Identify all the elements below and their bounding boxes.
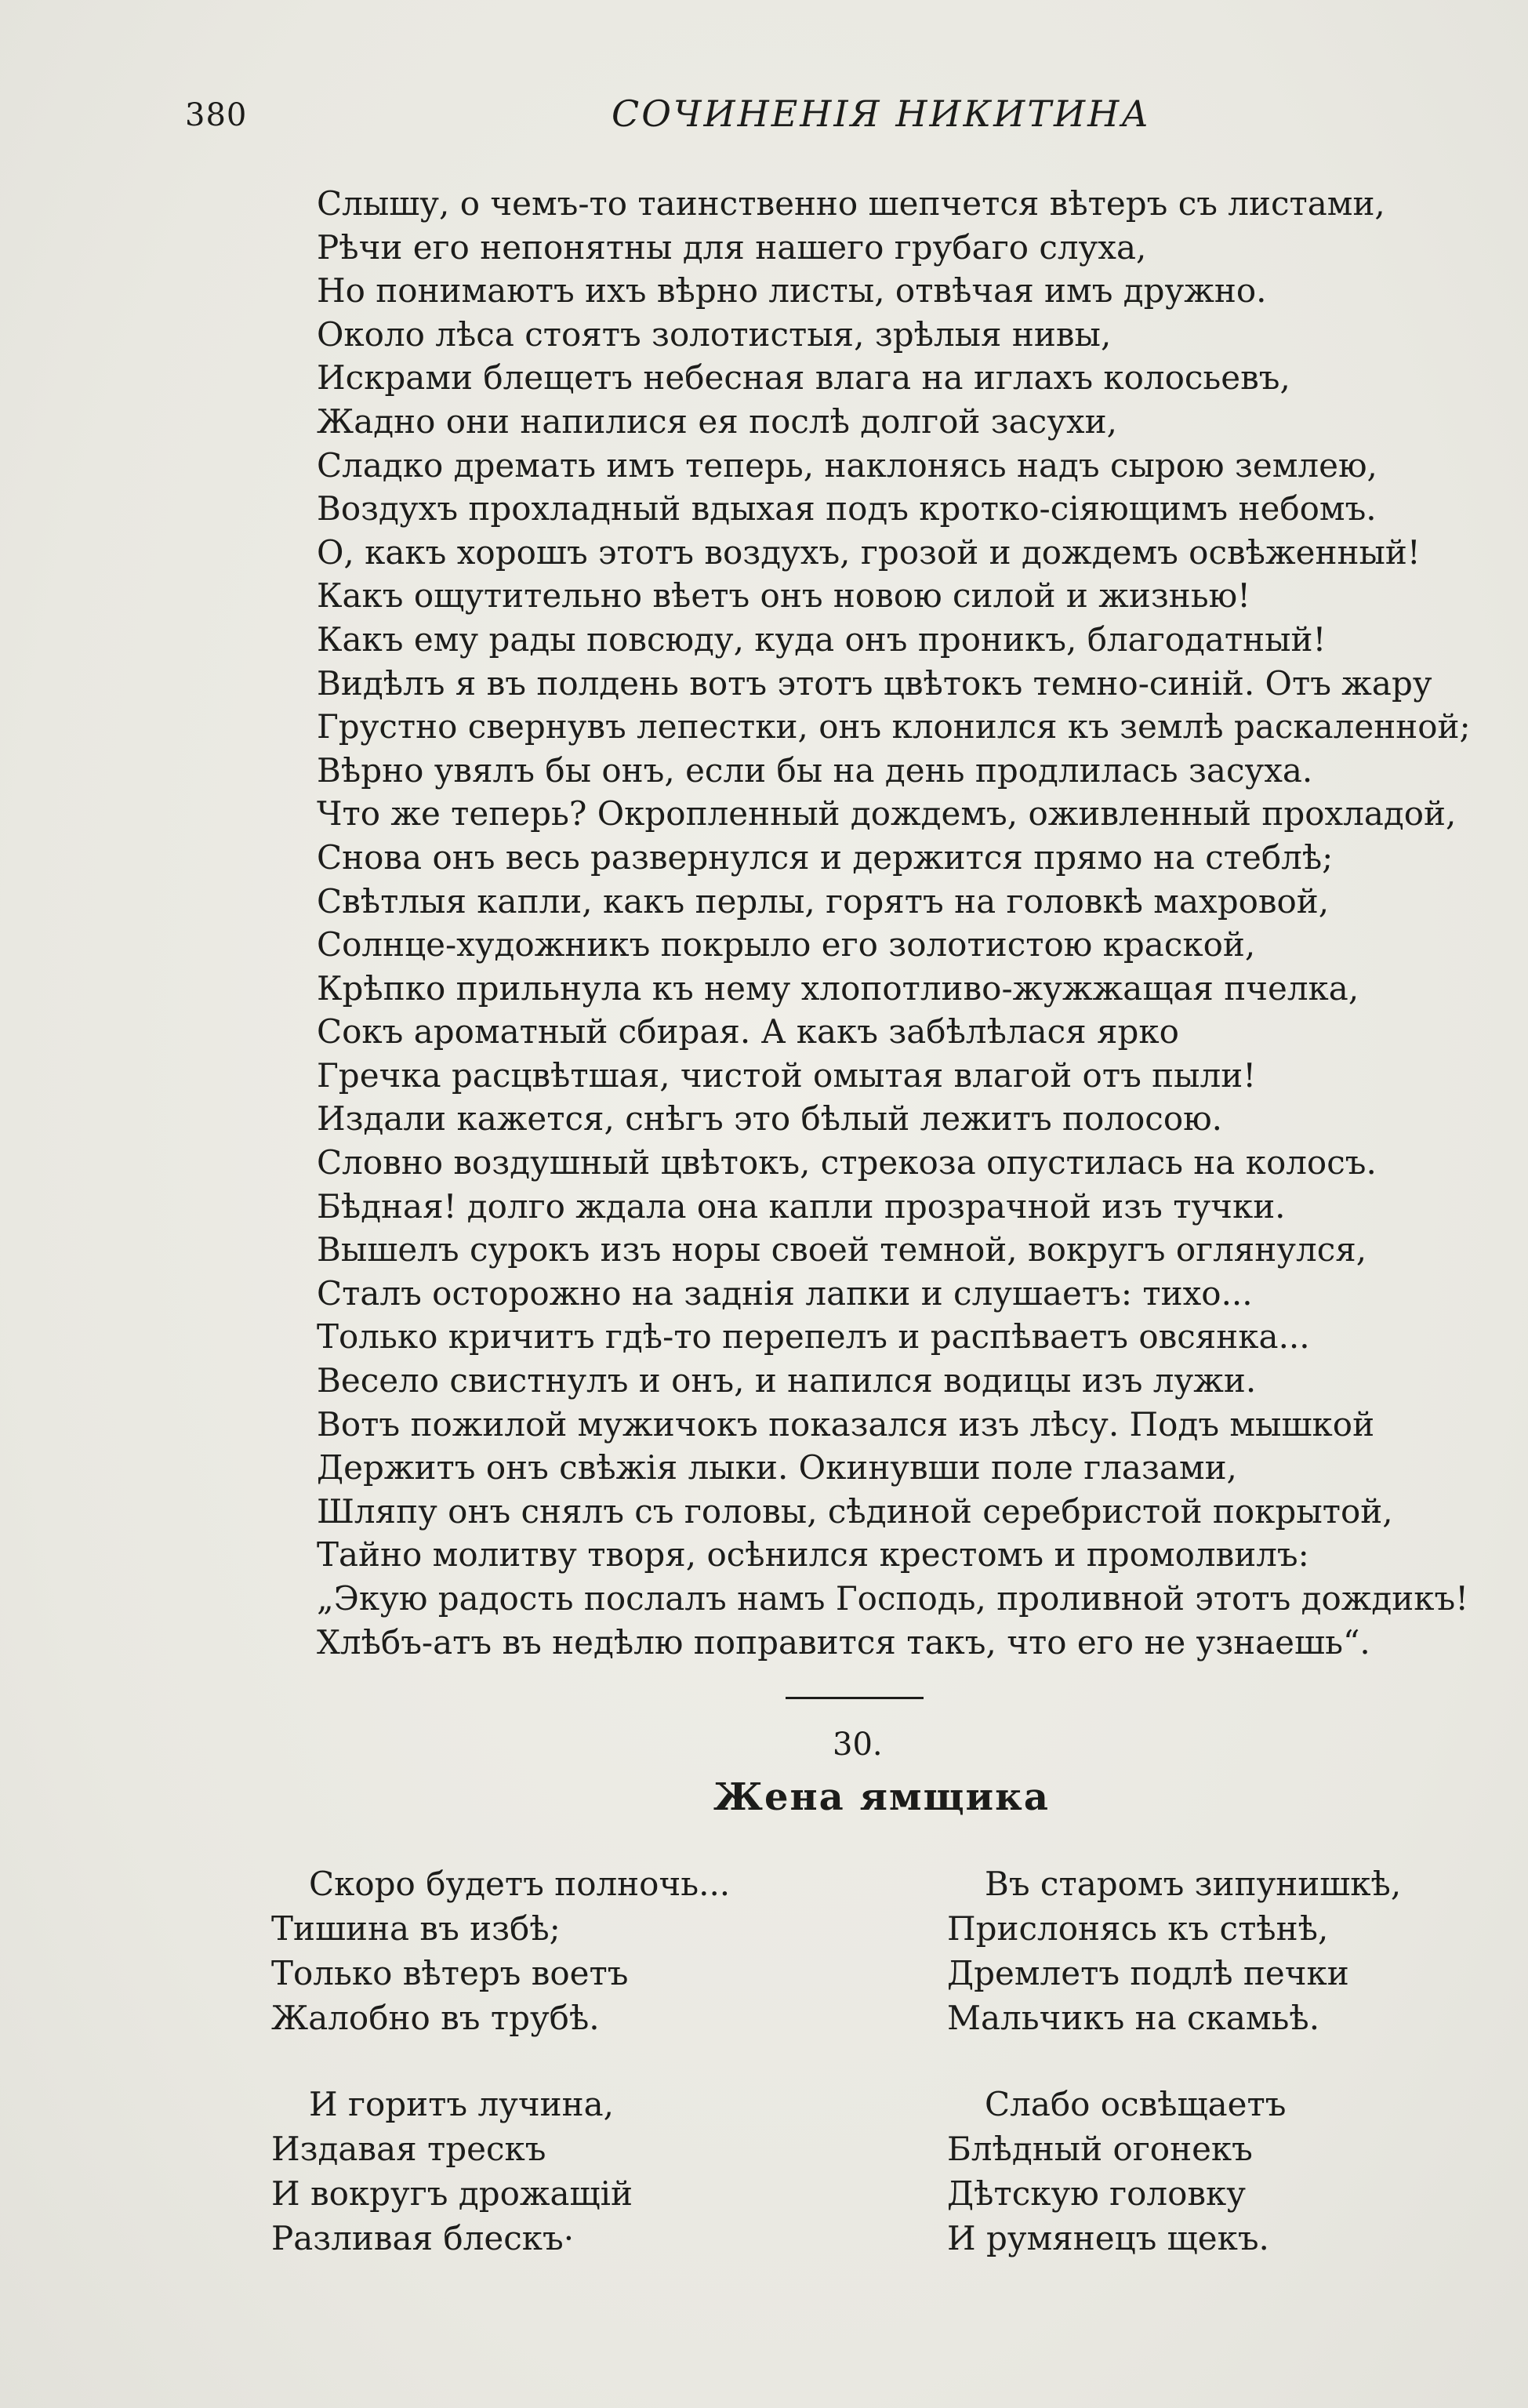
- poem-line: Вотъ пожилой мужичокъ показался изъ лѣсу. Подъ мышкой: [317, 1404, 1375, 1444]
- poem-line: Искрами блещетъ небесная влага на иглахъ колосьевъ,: [317, 358, 1290, 398]
- stanza: [271, 2082, 710, 2261]
- poem-column-left: [271, 1861, 731, 2302]
- stanza-line: Въ старомъ зипунишкѣ,: [985, 1865, 1402, 1903]
- poem-line: О, какъ хорошъ этотъ воздухъ, грозой и дождемъ освѣженный!: [317, 532, 1421, 572]
- stanza-line: Тишина въ избѣ;: [271, 1909, 561, 1948]
- poem-line: Снова онъ весь развернулся и держится прямо на стеблѣ;: [317, 837, 1334, 877]
- poem-line: Свѣтлыя капли, какъ перлы, горятъ на головкѣ махровой,: [317, 881, 1330, 921]
- page-number: 380: [185, 97, 248, 133]
- poem-line: Рѣчи его непонятны для нашего грубаго слуха,: [317, 227, 1147, 267]
- poem-line: Издали кажется, снѣгъ это бѣлый лежитъ полосою.: [317, 1099, 1223, 1139]
- poem-line: Жадно они напилися ея послѣ долгой засухи,: [317, 401, 1117, 441]
- poem-line: Сталъ осторожно на заднія лапки и слушаетъ: тихо...: [317, 1273, 1253, 1313]
- poem-line: Крѣпко прильнула къ нему хлопотливо-жужжащая пчелка,: [317, 968, 1359, 1008]
- stanza-line: Дремлетъ подлѣ печки: [947, 1954, 1349, 1992]
- stanza-line: И вокругъ дрожащій: [271, 2174, 633, 2213]
- poem-line: Около лѣса стоятъ золотистыя, зрѣлыя нивы,: [317, 314, 1112, 354]
- poem-line: Словно воздушный цвѣтокъ, стрекоза опустилась на колосъ.: [317, 1143, 1377, 1182]
- poem-line: Только кричитъ гдѣ-то перепелъ и распѣваетъ овсянка...: [317, 1317, 1310, 1357]
- poem-line: „Экую радость послалъ намъ Господь, проливной этотъ дождикъ!: [317, 1579, 1469, 1618]
- poem-line: Слышу, о чемъ-то таинственно шепчется вѣтеръ съ листами,: [317, 184, 1385, 223]
- stanza-line: Скоро будетъ полночь...: [309, 1865, 731, 1903]
- poem-line: Гречка расцвѣтшая, чистой омытая влагой отъ пыли!: [317, 1055, 1257, 1095]
- poem-line: Держитъ онъ свѣжія лыки. Окинувши поле глазами,: [317, 1448, 1237, 1487]
- poem-line: Бѣдная! долго ждала она капли прозрачной изъ тучки.: [317, 1186, 1286, 1226]
- poem-line: Тайно молитву творя, осѣнился крестомъ и промолвилъ:: [317, 1535, 1309, 1574]
- poem-line: Весело свистнулъ и онъ, и напился водицы изъ лужи.: [317, 1361, 1257, 1400]
- section-title: Жена ямщика: [713, 1775, 1050, 1819]
- stanza-line: И румянецъ щекъ.: [947, 2219, 1269, 2257]
- poem-line: Воздухъ прохладный вдыхая подъ кротко-сіяющимъ небомъ.: [317, 489, 1377, 528]
- stanza-line: Жалобно въ трубѣ.: [271, 1999, 600, 2037]
- poem-line: Хлѣбъ-атъ въ недѣлю поправится такъ, что его не узнаешь“.: [317, 1622, 1370, 1662]
- poem-line: Какъ ощутительно вѣетъ онъ новою силой и жизнью!: [317, 576, 1251, 616]
- poem-line: Но понимаютъ ихъ вѣрно листы, отвѣчая имъ дружно.: [317, 271, 1267, 311]
- poem-main: [317, 182, 1471, 1664]
- poem-line: Что же теперь? Окропленный дождемъ, оживленный прохладой,: [317, 794, 1457, 834]
- poem-line: Вѣрно увялъ бы онъ, если бы на день продлилась засуха.: [317, 750, 1313, 790]
- section-number: 30.: [833, 1727, 883, 1763]
- stanza-line: Блѣдный огонекъ: [947, 2130, 1253, 2168]
- stanza-line: И горитъ лучина,: [309, 2085, 614, 2123]
- poem-line: Грустно свернувъ лепестки, онъ клонился къ землѣ раскаленной;: [317, 707, 1471, 746]
- stanza: [947, 2082, 1386, 2261]
- stanza: [271, 1861, 731, 2040]
- stanza-line: Издавая трескъ: [271, 2130, 546, 2168]
- section-divider: [786, 1697, 924, 1699]
- stanza-line: Только вѣтеръ воетъ: [271, 1954, 629, 1992]
- stanza-line: Разливая блескъ·: [271, 2219, 575, 2257]
- poem-line: Сокъ ароматный сбирая. А какъ забѣлѣлася ярко: [317, 1012, 1179, 1051]
- poem-line: Какъ ему рады повсюду, куда онъ проникъ, благодатный!: [317, 619, 1327, 659]
- poem-line: Вышелъ сурокъ изъ норы своей темной, вокругъ оглянулся,: [317, 1230, 1367, 1269]
- stanza-line: Мальчикъ на скамьѣ.: [947, 1999, 1320, 2037]
- stanza-line: Дѣтскую головку: [947, 2174, 1246, 2213]
- stanza: [947, 1861, 1402, 2040]
- stanza-line: Прислонясь къ стѣнѣ,: [947, 1909, 1329, 1948]
- poem-column-right: [947, 1861, 1402, 2302]
- poem-line: Солнце-художникъ покрыло его золотистою краской,: [317, 925, 1256, 964]
- poem-line: Шляпу онъ снялъ съ головы, сѣдиной серебристой покрытой,: [317, 1491, 1393, 1531]
- running-title: СОЧИНЕНІЯ НИКИТИНА: [612, 93, 1152, 135]
- poem-line: Сладко дремать имъ теперь, наклонясь надъ сырою землею,: [317, 445, 1377, 485]
- stanza-line: Слабо освѣщаетъ: [985, 2085, 1287, 2123]
- poem-line: Видѣлъ я въ полдень вотъ этотъ цвѣтокъ темно-синій. Отъ жару: [317, 663, 1432, 703]
